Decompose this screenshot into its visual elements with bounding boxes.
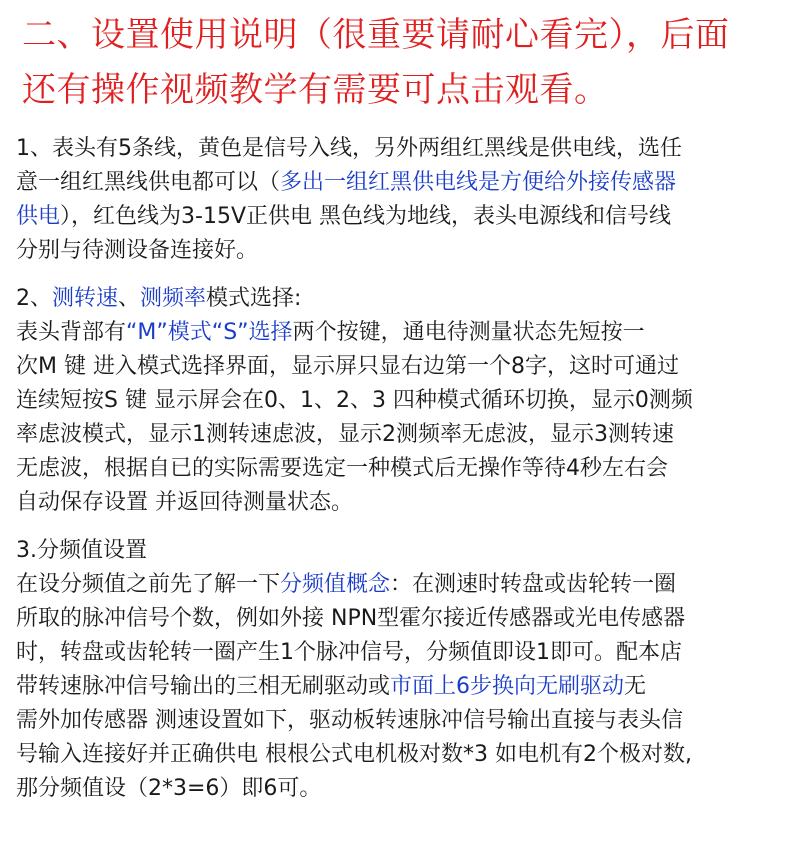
text-span: 2、 <box>16 286 52 311</box>
text-line <box>16 568 786 602</box>
text-span: 无 <box>624 674 647 699</box>
section-mode-select <box>16 282 786 520</box>
text-line: 3.分频值设置 <box>16 538 147 563</box>
text-line: 自动保存设置 并返回待测量状态。 <box>16 490 353 515</box>
text-line <box>16 282 786 316</box>
text-line: 需外加传感器 测速设置如下，驱动板转速脉冲信号输出直接与表头信 <box>16 708 683 733</box>
text-span: 模式选择: <box>206 286 302 311</box>
text-span: ），红色线为3-15V正供电 黑色线为地线，表头电源线和信号线 <box>60 204 671 229</box>
section-divider-setting <box>16 534 786 806</box>
highlight-text: 测频率 <box>140 286 207 311</box>
text-span: 、 <box>118 286 141 311</box>
text-line: 那分频值设（2*3=6）即6可。 <box>16 776 322 801</box>
document-page <box>0 8 800 868</box>
text-line <box>16 200 786 234</box>
text-line <box>16 166 786 200</box>
text-line: 率虑波模式，显示1测转速虑波，显示2测频率无虑波，显示3测转速 <box>16 422 674 447</box>
highlight-text: 供电 <box>16 204 61 229</box>
text-line <box>16 316 786 350</box>
text-line: 号输入连接好并正确供电 根根公式电机极对数*3 如电机有2个极对数, <box>16 742 692 767</box>
text-line: 1、表头有5条线，黄色是信号入线，另外两组红黑线是供电线，选任 <box>16 136 682 161</box>
text-span: 意一组红黑线供电都可以（ <box>16 170 281 195</box>
highlight-text: “M”模式“S”选择 <box>126 320 293 345</box>
highlight-text: 多出一组红黑供电线是方便给外接传感器 <box>280 170 677 195</box>
highlight-text: 市面上6步换向无刷驱动 <box>390 674 625 699</box>
text-span: 带转速脉冲信号输出的三相无刷驱动或 <box>16 674 391 699</box>
text-span: 两个按键，通电待测量状态先短按一 <box>292 320 645 345</box>
section-wiring <box>16 132 786 268</box>
highlight-text: 分频值概念 <box>280 572 391 597</box>
text-line: 无虑波，根据自已的实际需要选定一种模式后无操作等待4秒左右会 <box>16 456 668 481</box>
text-span: 表头背部有 <box>16 320 127 345</box>
text-span: 在设分频值之前先了解一下 <box>16 572 281 597</box>
text-span: ：在测速时转盘或齿轮转一圈 <box>390 572 677 597</box>
section-heading <box>22 8 786 118</box>
text-line: 所取的脉冲信号个数，例如外接 NPN型霍尔接近传感器或光电传感器 <box>16 606 686 631</box>
text-line: 分别与待测设备连接好。 <box>16 238 259 263</box>
heading-line-2: 还有操作视频教学有需要可点击观看。 <box>22 70 609 110</box>
text-line: 次M 键 进入模式选择界面，显示屏只显右边第一个8字，这时可通过 <box>16 354 679 379</box>
highlight-text: 测转速 <box>52 286 119 311</box>
text-line: 连续短按S 键 显示屏会在0、1、2、3 四种模式循环切换，显示0测频 <box>16 388 693 413</box>
heading-line-1: 二、设置使用说明（很重要请耐心看完），后面 <box>22 15 730 55</box>
text-line <box>16 670 786 704</box>
text-line: 时，转盘或齿轮转一圈产生1个脉冲信号，分频值即设1即可。配本店 <box>16 640 682 665</box>
